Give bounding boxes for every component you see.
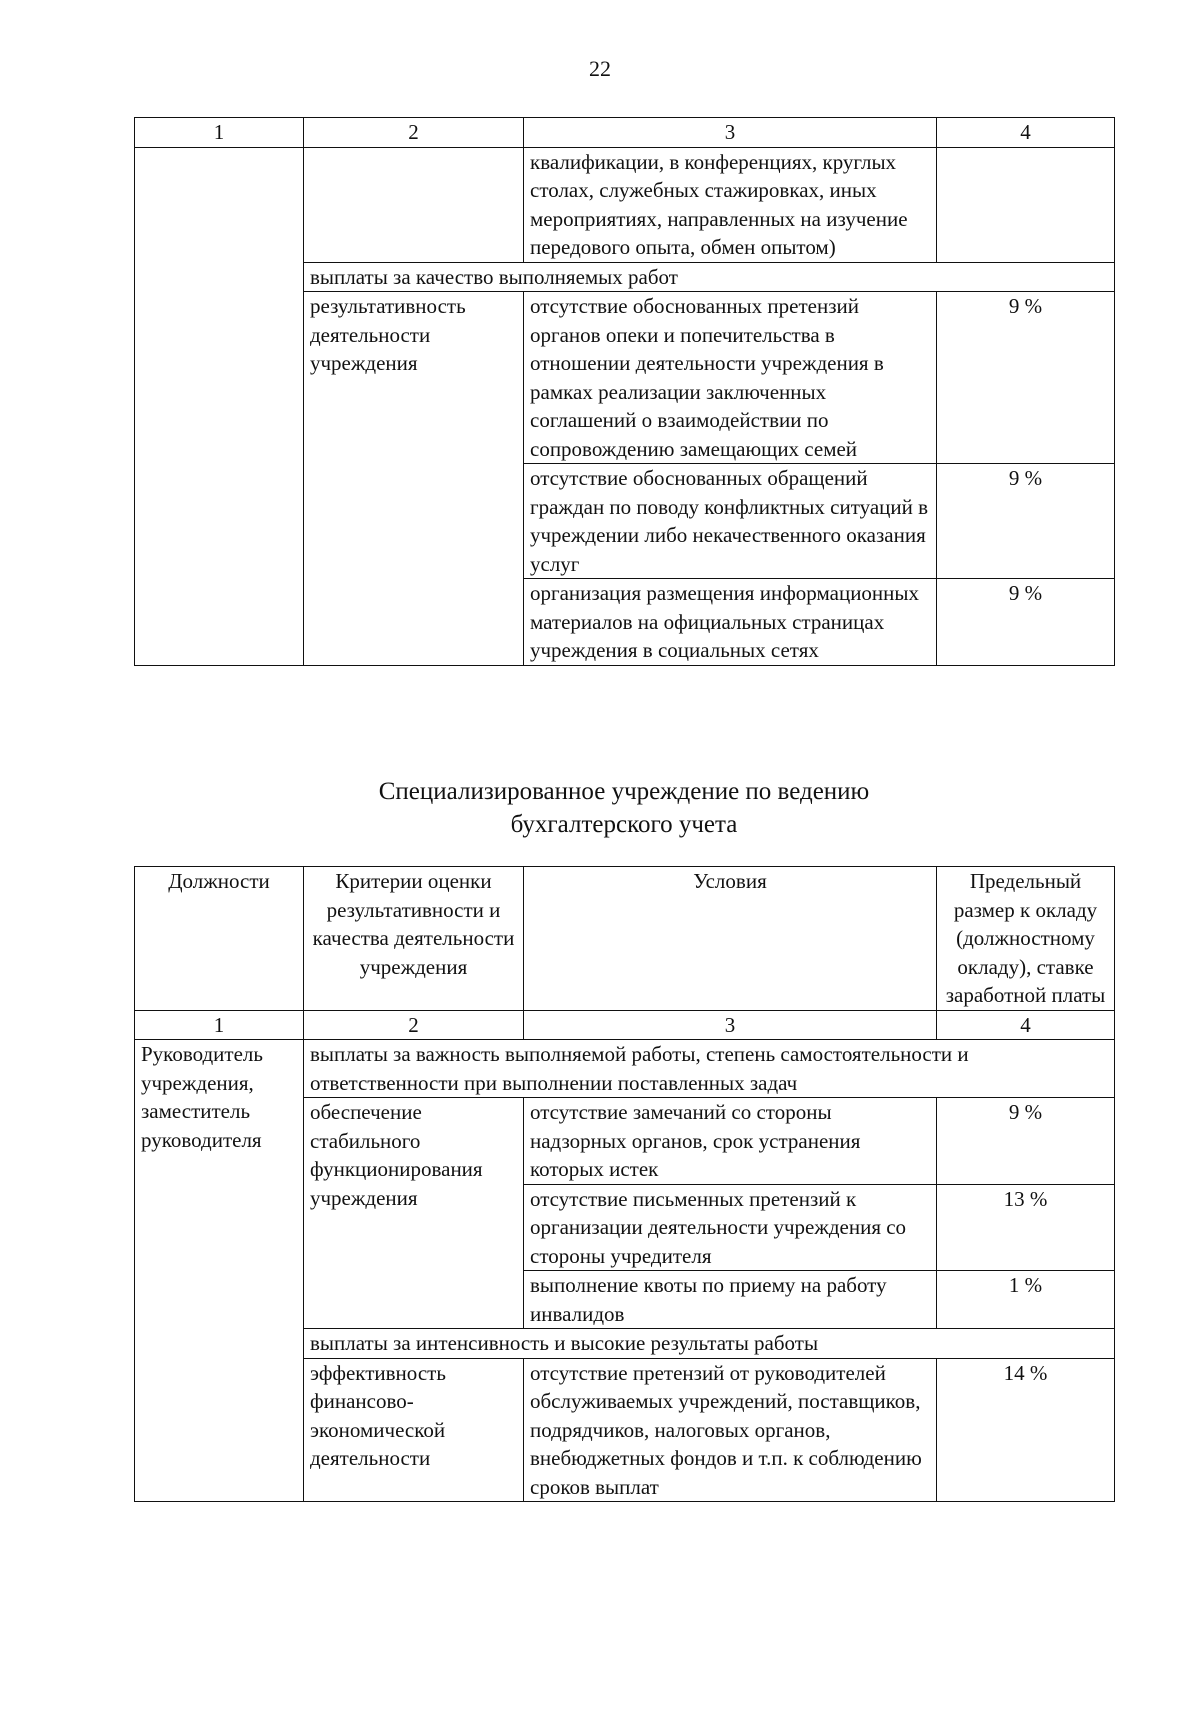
criterion-cell <box>304 147 524 262</box>
header-conditions: Условия <box>524 867 937 1011</box>
criteria-table <box>134 866 1115 1502</box>
section-heading-line: бухгалтерского учета <box>510 811 738 838</box>
section-label: выплаты за качество выполняемых работ <box>304 262 1115 292</box>
header-limit: Предельный размер к окладу (должностному окладу), ставке заработной платы <box>937 867 1115 1011</box>
value-cell <box>937 147 1115 262</box>
column-number: 4 <box>937 1010 1115 1040</box>
column-number: 1 <box>135 118 304 148</box>
value-cell: 9 % <box>937 464 1115 579</box>
column-number-row <box>135 1010 1115 1040</box>
column-number: 1 <box>135 1010 304 1040</box>
column-number-row <box>135 118 1115 148</box>
header-positions: Должности <box>135 867 304 1011</box>
value-cell: 1 % <box>937 1271 1115 1329</box>
condition-cell: отсутствие претензий от руководителей обслуживаемых учреждений, поставщиков, подрядчиков, налоговых органов, внебюджетных фондов и т.п. к соблюдению сроков выплат <box>524 1358 937 1502</box>
position-cell: Руководитель учреждения, заместитель руководителя <box>135 1040 304 1502</box>
condition-cell: организация размещения информационных материалов на официальных страницах учреждения в социальных сетях <box>524 579 937 666</box>
page-number: 22 <box>589 56 611 81</box>
criterion-cell: обеспечение стабильного функционирования учреждения <box>304 1098 524 1329</box>
criteria-table-continued <box>134 117 1115 666</box>
column-number: 2 <box>304 1010 524 1040</box>
section-label: выплаты за важность выполняемой работы, степень самостоятельности и ответственности при выполнении поставленных задач <box>304 1040 1115 1098</box>
column-number: 4 <box>937 118 1115 148</box>
section-heading <box>134 775 1114 841</box>
condition-cell: отсутствие замечаний со стороны надзорных органов, срок устранения которых истек <box>524 1098 937 1185</box>
value-cell: 9 % <box>937 292 1115 464</box>
value-cell: 14 % <box>937 1358 1115 1502</box>
criterion-cell: результативность деятельности учреждения <box>304 292 524 666</box>
column-number: 3 <box>524 118 937 148</box>
section-heading-line: Специализированное учреждение по ведению <box>378 778 870 805</box>
column-number: 3 <box>524 1010 937 1040</box>
position-cell <box>135 147 304 665</box>
value-cell: 9 % <box>937 579 1115 666</box>
condition-cell: отсутствие письменных претензий к организации деятельности учреждения со стороны учредителя <box>524 1184 937 1271</box>
section-label: выплаты за интенсивность и высокие результаты работы <box>304 1329 1115 1359</box>
column-number: 2 <box>304 118 524 148</box>
header-row <box>135 867 1115 1011</box>
condition-cell: квалификации, в конференциях, круглых столах, служебных стажировках, иных мероприятиях, направленных на изучение передового опыта, обмен опытом) <box>524 147 937 262</box>
criterion-cell: эффективность финансово-экономической деятельности <box>304 1358 524 1502</box>
condition-cell: отсутствие обоснованных претензий органов опеки и попечительства в отношении деятельности учреждения в рамках реализации заключенных соглашений о взаимодействии по сопровождению замещающих семей <box>524 292 937 464</box>
condition-cell: выполнение квоты по приему на работу инвалидов <box>524 1271 937 1329</box>
header-criteria: Критерии оценки результативности и качества деятельности учреждения <box>304 867 524 1011</box>
table-row <box>135 147 1115 262</box>
condition-cell: отсутствие обоснованных обращений граждан по поводу конфликтных ситуаций в учреждении либо некачественного оказания услуг <box>524 464 937 579</box>
value-cell: 9 % <box>937 1098 1115 1185</box>
value-cell: 13 % <box>937 1184 1115 1271</box>
section-row <box>135 1040 1115 1098</box>
